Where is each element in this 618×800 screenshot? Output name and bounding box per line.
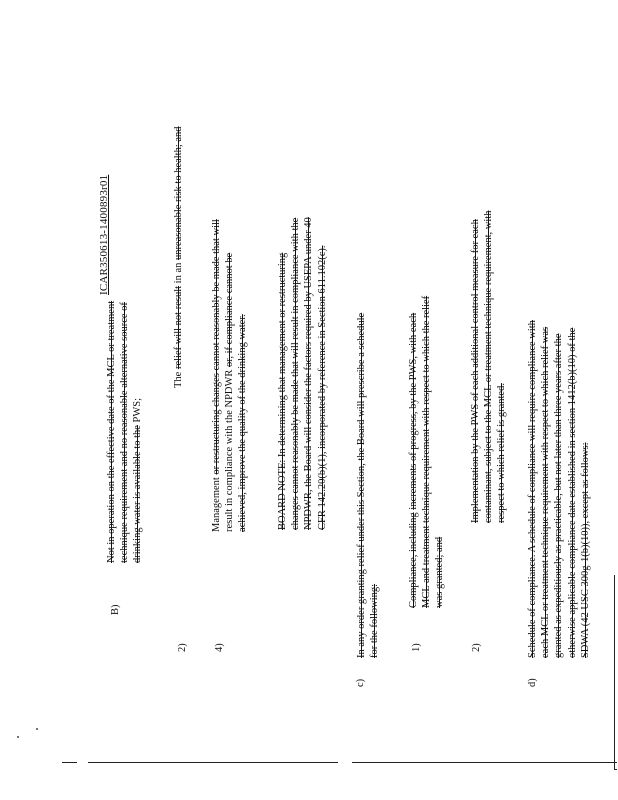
footer-rule-left [614, 575, 615, 770]
item-label-d: d) [527, 678, 538, 687]
item-c2-text: Implementation by the PWS of each additional control measure for each contaminant, subject to the MCL or treatment technique requirement, with respect to which relief is granted. [470, 210, 508, 523]
bottom-rule-1 [62, 762, 77, 763]
item-2-text: The relief will not result in an unreasonable risk to health; and [173, 126, 184, 388]
item-c-text: In any order granting relief under this Section, the Board will prescribe a schedule for the following: [356, 312, 381, 658]
item-B-text: Not in operation on the effective date of the MCL or treatment technique requirement and no reasonable alternative source of drinking water is available to the PWS; [106, 300, 144, 563]
item-c1-text: Compliance, including increments of progress, by the PWS, with each MCL and treatment technique requirement with respect to which the relief was granted; and [408, 295, 446, 608]
bottom-rule-2 [88, 762, 338, 763]
bottom-rule-3 [352, 762, 617, 763]
scan-speck-2 [36, 728, 38, 730]
item-label-1: 1) [411, 643, 422, 652]
item-label-2: 2) [177, 643, 188, 652]
item-d-text: Schedule of compliance. A schedule of compliance will require compliance with each MCL or treatment technique requirement with respect to which relief was granted as expeditiously as practicable, but not later than three years after the otherwise applicable compliance date established in section 1412(b)(10) of the SDWA (42 USC 300g-1(b)(10)), except as follows: [527, 320, 591, 658]
item-label-4: 4) [214, 643, 225, 652]
item-label-c: c) [355, 678, 366, 687]
item-4-text: Management or restructuring changes cannot reasonably be made that will result in compliance with the NPDWR or, if compliance cannot be achieved, improve the quality of the drinking water. [211, 219, 249, 532]
scan-speck-1 [17, 736, 19, 738]
board-note: BOARD NOTE: In determining that management or restructuring changes cannot reasonably be made that will result in compliance with the NPDWR, the Board will consider the factors required by USEPA under 40 CFR 142.20(b)(1), incorporated by reference in Section 611.102(c). [277, 217, 328, 530]
item-label-c2: 2) [471, 643, 482, 652]
item-label-B: B) [110, 604, 121, 615]
document-header: ICAR350613-1400893r01 [98, 174, 110, 295]
footer-rule-tick [614, 769, 617, 770]
